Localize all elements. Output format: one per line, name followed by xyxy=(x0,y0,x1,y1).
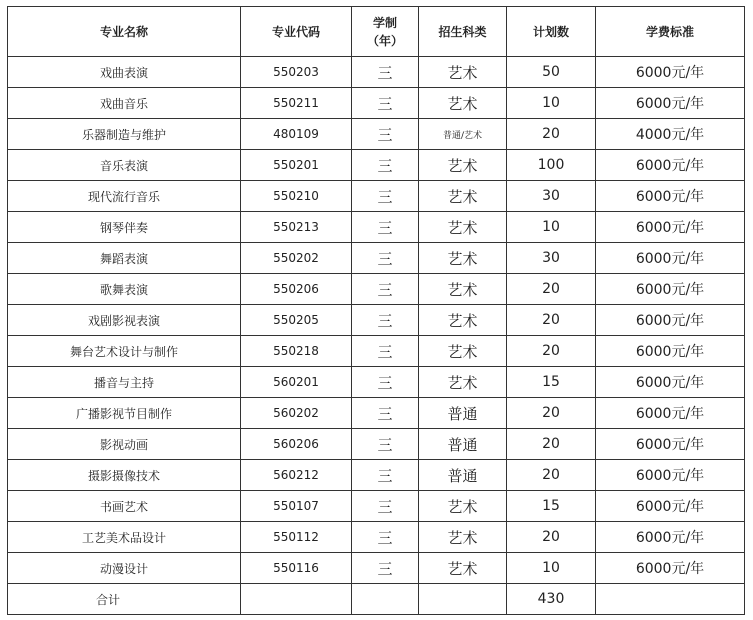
cell-major-code: 560206 xyxy=(241,429,352,460)
cell-duration-years: 三 xyxy=(352,336,419,367)
cell-enrollment-category: 普通 xyxy=(419,460,507,491)
table-row xyxy=(8,491,745,522)
total-code-cell xyxy=(241,584,352,615)
table-row xyxy=(8,243,745,274)
cell-enrollment-category: 普通 xyxy=(419,398,507,429)
table-row xyxy=(8,553,745,584)
cell-tuition-fee: 6000元/年 xyxy=(596,88,745,119)
cell-plan-count: 20 xyxy=(507,398,596,429)
total-category-cell xyxy=(419,584,507,615)
cell-major-code: 550201 xyxy=(241,150,352,181)
cell-enrollment-category: 艺术 xyxy=(419,274,507,305)
cell-major-name: 音乐表演 xyxy=(8,150,241,181)
cell-tuition-fee: 6000元/年 xyxy=(596,522,745,553)
cell-enrollment-category: 艺术 xyxy=(419,150,507,181)
header-enrollment-category: 招生科类 xyxy=(419,7,507,57)
table-row xyxy=(8,398,745,429)
cell-plan-count: 20 xyxy=(507,336,596,367)
cell-plan-count: 50 xyxy=(507,57,596,88)
table-row xyxy=(8,367,745,398)
cell-duration-years: 三 xyxy=(352,305,419,336)
cell-major-code: 550107 xyxy=(241,491,352,522)
cell-major-code: 560202 xyxy=(241,398,352,429)
cell-major-name: 书画艺术 xyxy=(8,491,241,522)
cell-duration-years: 三 xyxy=(352,212,419,243)
cell-enrollment-category: 普通 xyxy=(419,429,507,460)
table-row xyxy=(8,150,745,181)
table-row xyxy=(8,88,745,119)
cell-plan-count: 15 xyxy=(507,367,596,398)
cell-enrollment-category: 普通/艺术 xyxy=(419,119,507,150)
cell-tuition-fee: 6000元/年 xyxy=(596,553,745,584)
cell-major-code: 550203 xyxy=(241,57,352,88)
cell-plan-count: 10 xyxy=(507,553,596,584)
cell-enrollment-category: 艺术 xyxy=(419,88,507,119)
cell-duration-years: 三 xyxy=(352,491,419,522)
cell-major-name: 现代流行音乐 xyxy=(8,181,241,212)
cell-enrollment-category: 艺术 xyxy=(419,553,507,584)
cell-major-name: 动漫设计 xyxy=(8,553,241,584)
cell-major-code: 560201 xyxy=(241,367,352,398)
cell-duration-years: 三 xyxy=(352,57,419,88)
table-row xyxy=(8,181,745,212)
cell-duration-years: 三 xyxy=(352,243,419,274)
cell-major-name: 广播影视节目制作 xyxy=(8,398,241,429)
cell-major-name: 歌舞表演 xyxy=(8,274,241,305)
cell-enrollment-category: 艺术 xyxy=(419,212,507,243)
cell-major-code: 550202 xyxy=(241,243,352,274)
table-row xyxy=(8,460,745,491)
header-tuition-fee: 学费标准 xyxy=(596,7,745,57)
header-major-name: 专业名称 xyxy=(8,7,241,57)
cell-major-code: 550218 xyxy=(241,336,352,367)
table-row xyxy=(8,212,745,243)
cell-major-code: 550116 xyxy=(241,553,352,584)
cell-tuition-fee: 6000元/年 xyxy=(596,181,745,212)
cell-tuition-fee: 6000元/年 xyxy=(596,57,745,88)
cell-tuition-fee: 6000元/年 xyxy=(596,429,745,460)
cell-major-code: 550205 xyxy=(241,305,352,336)
cell-enrollment-category: 艺术 xyxy=(419,367,507,398)
table-row xyxy=(8,119,745,150)
table-row xyxy=(8,429,745,460)
cell-plan-count: 30 xyxy=(507,243,596,274)
cell-major-code: 560212 xyxy=(241,460,352,491)
cell-plan-count: 20 xyxy=(507,429,596,460)
cell-major-code: 550206 xyxy=(241,274,352,305)
total-label: 合计 xyxy=(8,584,241,615)
cell-tuition-fee: 6000元/年 xyxy=(596,460,745,491)
cell-major-code: 550211 xyxy=(241,88,352,119)
total-plan-count: 430 xyxy=(507,584,596,615)
total-years-cell xyxy=(352,584,419,615)
cell-enrollment-category: 艺术 xyxy=(419,181,507,212)
table-row xyxy=(8,274,745,305)
cell-major-name: 钢琴伴奏 xyxy=(8,212,241,243)
cell-plan-count: 20 xyxy=(507,522,596,553)
enrollment-plan-table-container xyxy=(7,6,745,615)
cell-duration-years: 三 xyxy=(352,522,419,553)
cell-major-code: 550210 xyxy=(241,181,352,212)
table-row xyxy=(8,305,745,336)
cell-tuition-fee: 4000元/年 xyxy=(596,119,745,150)
cell-enrollment-category: 艺术 xyxy=(419,336,507,367)
header-duration-years: 学制（年） xyxy=(352,7,419,57)
cell-tuition-fee: 6000元/年 xyxy=(596,212,745,243)
cell-major-code: 480109 xyxy=(241,119,352,150)
table-header-row xyxy=(8,7,745,57)
cell-plan-count: 15 xyxy=(507,491,596,522)
cell-major-name: 影视动画 xyxy=(8,429,241,460)
cell-duration-years: 三 xyxy=(352,274,419,305)
cell-duration-years: 三 xyxy=(352,150,419,181)
cell-major-name: 舞蹈表演 xyxy=(8,243,241,274)
table-row xyxy=(8,336,745,367)
cell-major-name: 摄影摄像技术 xyxy=(8,460,241,491)
cell-duration-years: 三 xyxy=(352,429,419,460)
cell-tuition-fee: 6000元/年 xyxy=(596,398,745,429)
cell-plan-count: 10 xyxy=(507,88,596,119)
header-plan-count: 计划数 xyxy=(507,7,596,57)
cell-enrollment-category: 艺术 xyxy=(419,305,507,336)
table-total-row xyxy=(8,584,745,615)
table-body xyxy=(8,57,745,584)
cell-major-name: 舞台艺术设计与制作 xyxy=(8,336,241,367)
cell-duration-years: 三 xyxy=(352,88,419,119)
cell-major-name: 播音与主持 xyxy=(8,367,241,398)
cell-duration-years: 三 xyxy=(352,181,419,212)
cell-tuition-fee: 6000元/年 xyxy=(596,305,745,336)
cell-major-name: 乐器制造与维护 xyxy=(8,119,241,150)
cell-plan-count: 30 xyxy=(507,181,596,212)
cell-duration-years: 三 xyxy=(352,119,419,150)
cell-enrollment-category: 艺术 xyxy=(419,57,507,88)
total-fee-cell xyxy=(596,584,745,615)
cell-tuition-fee: 6000元/年 xyxy=(596,274,745,305)
cell-enrollment-category: 艺术 xyxy=(419,491,507,522)
cell-major-name: 戏剧影视表演 xyxy=(8,305,241,336)
cell-enrollment-category: 艺术 xyxy=(419,522,507,553)
cell-tuition-fee: 6000元/年 xyxy=(596,367,745,398)
cell-plan-count: 20 xyxy=(507,274,596,305)
cell-plan-count: 20 xyxy=(507,460,596,491)
cell-plan-count: 10 xyxy=(507,212,596,243)
cell-major-code: 550112 xyxy=(241,522,352,553)
cell-major-name: 戏曲音乐 xyxy=(8,88,241,119)
enrollment-plan-table xyxy=(7,6,745,615)
cell-plan-count: 20 xyxy=(507,119,596,150)
cell-duration-years: 三 xyxy=(352,553,419,584)
cell-tuition-fee: 6000元/年 xyxy=(596,336,745,367)
table-row xyxy=(8,522,745,553)
cell-duration-years: 三 xyxy=(352,460,419,491)
cell-plan-count: 100 xyxy=(507,150,596,181)
cell-tuition-fee: 6000元/年 xyxy=(596,243,745,274)
cell-plan-count: 20 xyxy=(507,305,596,336)
cell-tuition-fee: 6000元/年 xyxy=(596,150,745,181)
cell-duration-years: 三 xyxy=(352,398,419,429)
header-major-code: 专业代码 xyxy=(241,7,352,57)
cell-enrollment-category: 艺术 xyxy=(419,243,507,274)
cell-major-name: 戏曲表演 xyxy=(8,57,241,88)
table-row xyxy=(8,57,745,88)
cell-tuition-fee: 6000元/年 xyxy=(596,491,745,522)
cell-major-code: 550213 xyxy=(241,212,352,243)
cell-duration-years: 三 xyxy=(352,367,419,398)
cell-major-name: 工艺美术品设计 xyxy=(8,522,241,553)
